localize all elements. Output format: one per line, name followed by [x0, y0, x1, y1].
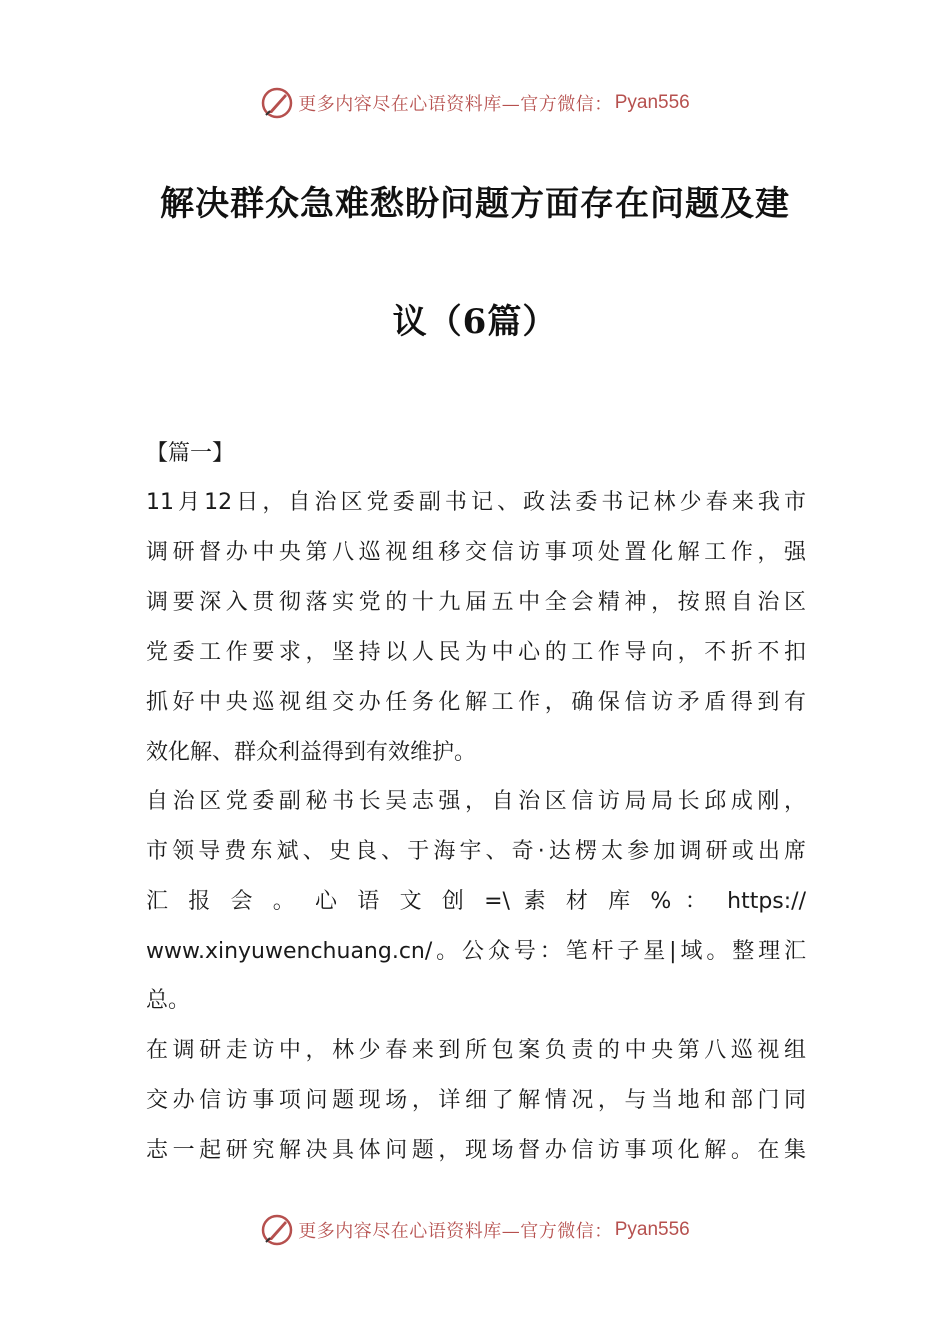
paragraph-2-line-2: 市领导费东斌、史良、于海宇、奇·达楞太参加调研或出席: [146, 839, 806, 864]
header-banner-text: 更多内容尽在心语资料库—官方微信：: [298, 94, 613, 115]
paragraph-2-line-5: 总。: [146, 988, 191, 1013]
paragraph-1-line-5: 抓好中央巡视组交办任务化解工作，确保信访矛盾得到有: [146, 690, 806, 715]
footer-banner: [0, 1210, 950, 1250]
paragraph-1-line-3: 调要深入贯彻落实党的十九届五中全会精神，按照自治区: [146, 590, 806, 615]
paragraph-2-line-3: 汇 报 会 。 心 语 文 创 =\ 素 材 库 % ： https://: [146, 889, 806, 914]
paragraph-3-line-1: 在调研走访中，林少春来到所包案负责的中央第八巡视组: [146, 1038, 806, 1063]
quill-logo-icon: [260, 1213, 294, 1247]
paragraph-3-line-2: 交办信访事项问题现场，详细了解情况，与当地和部门同: [146, 1088, 806, 1113]
footer-wechat-id: Pyan556: [614, 1219, 690, 1240]
paragraph-2-line-4: www.xinyuwenchuang.cn/。公众号：笔杆子星|域。整理汇: [146, 939, 806, 964]
paragraph-1-line-1: 11月12日，自治区党委副书记、政法委书记林少春来我市: [146, 490, 806, 515]
quill-logo-icon: [260, 86, 294, 120]
paragraph-1-line-6: 效化解、群众利益得到有效维护。: [146, 740, 477, 765]
paragraph-1-line-2: 调研督办中央第八巡视组移交信访事项处置化解工作，强: [146, 540, 806, 565]
document-title-line-2: 议（6篇）: [392, 302, 558, 342]
header-banner: [0, 83, 950, 123]
document-title-line-1: 解决群众急难愁盼问题方面存在问题及建: [160, 184, 790, 224]
paragraph-2-line-1: 自治区党委副秘书长吴志强，自治区信访局局长邱成刚，: [146, 789, 806, 814]
section-heading: 【篇一】: [146, 441, 235, 466]
header-wechat-id: Pyan556: [614, 92, 690, 113]
footer-banner-text: 更多内容尽在心语资料库—官方微信：: [298, 1221, 613, 1242]
paragraph-3-line-3: 志一起研究解决具体问题，现场督办信访事项化解。在集: [146, 1138, 806, 1163]
paragraph-1-line-4: 党委工作要求，坚持以人民为中心的工作导向，不折不扣: [146, 640, 806, 665]
